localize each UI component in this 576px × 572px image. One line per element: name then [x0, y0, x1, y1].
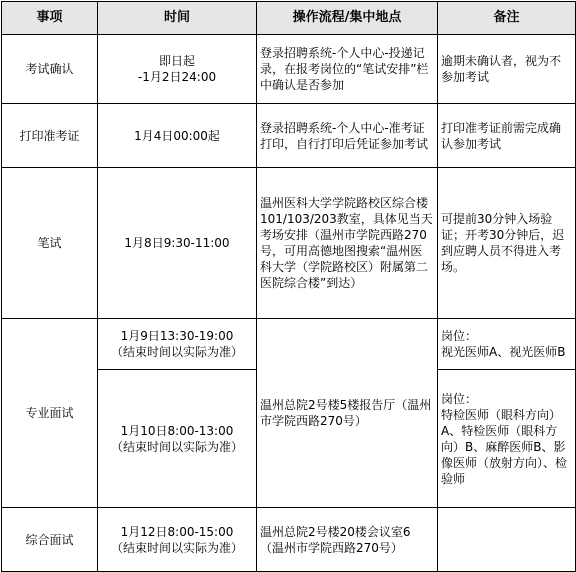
time-cell: 1月10日8:00-13:00 （结束时间以实际为准）	[98, 370, 257, 508]
process-cell: 登录招聘系统-个人中心-准考证打印，自行打印后凭证参加考试	[257, 104, 438, 168]
note-text: 视光医师A、视光医师B	[441, 345, 566, 359]
note-cell: 逾期未确认者，视为不参加考试	[438, 35, 576, 104]
note-label: 岗位：	[441, 329, 478, 343]
item-cell: 笔试	[2, 168, 98, 319]
table-row	[2, 508, 576, 572]
item-cell: 专业面试	[2, 319, 98, 508]
header-process: 操作流程/集中地点	[257, 2, 438, 35]
note-cell	[438, 319, 576, 370]
process-cell: 温州总院2号楼5楼报告厅（温州市学院西路270号）	[257, 319, 438, 508]
header-time: 时间	[98, 2, 257, 35]
header-row	[2, 2, 576, 35]
process-cell: 温州总院2号楼20楼会议室6（温州市学院西路270号）	[257, 508, 438, 572]
table-row	[2, 319, 576, 370]
item-cell: 综合面试	[2, 508, 98, 572]
time-cell: 1月8日9:30-11:00	[98, 168, 257, 319]
note-label: 岗位：	[441, 391, 478, 406]
note-cell: 可提前30分钟入场验证；开考30分钟后，迟到应聘人员不得进入考场。	[438, 168, 576, 319]
note-cell: 打印准考证前需完成确认参加考试	[438, 104, 576, 168]
table-row	[2, 168, 576, 319]
note-text: 特检医师（眼科方向）A、特检医师（眼科方向）B、麻醉医师B、影像医师（放射方向）、检验师	[441, 407, 568, 486]
time-cell: 即日起 -1月2日24:00	[98, 35, 257, 104]
item-cell: 考试确认	[2, 35, 98, 104]
schedule-table	[1, 1, 576, 572]
table-row	[2, 35, 576, 104]
note-cell	[438, 508, 576, 572]
note-cell	[438, 370, 576, 508]
item-cell: 打印准考证	[2, 104, 98, 168]
header-item: 事项	[2, 2, 98, 35]
time-cell: 1月9日13:30-19:00 （结束时间以实际为准）	[98, 319, 257, 370]
table-row	[2, 104, 576, 168]
header-note: 备注	[438, 2, 576, 35]
process-cell: 温州医科大学学院路校区综合楼101/103/203教室，具体见当天考场安排（温州市学院西路270号，可用高德地图搜索“温州医科大学（学院路校区）附属第二医院综合楼”到达）	[257, 168, 438, 319]
time-cell: 1月12日8:00-15:00 （结束时间以实际为准）	[98, 508, 257, 572]
process-cell: 登录招聘系统-个人中心-投递记录，在报考岗位的“笔试安排”栏中确认是否参加	[257, 35, 438, 104]
time-cell: 1月4日00:00起	[98, 104, 257, 168]
